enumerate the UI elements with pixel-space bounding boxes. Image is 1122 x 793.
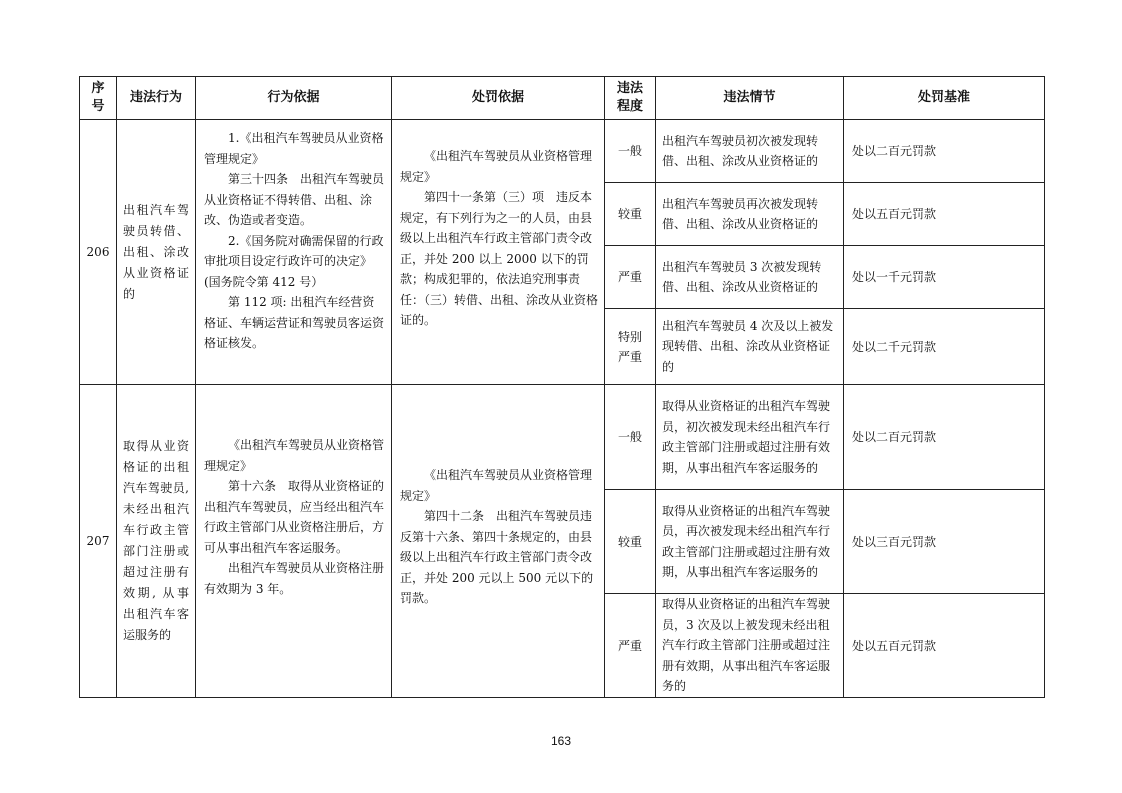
standard-cell: 处以二百元罚款 — [844, 385, 1045, 490]
row-act: 出租汽车驾驶员转借、出租、涂改从业资格证的 — [117, 120, 196, 385]
degree-cell: 一般 — [605, 120, 656, 183]
circumstance-cell: 取得从业资格证的出租汽车驾驶员，再次被发现未经出租汽车行政主管部门注册或超过注册有效期，从事出租汽车客运服务的 — [656, 490, 844, 594]
header-standard: 处罚基准 — [844, 77, 1045, 120]
basis-paragraph: 第十六条 取得从业资格证的出租汽车驾驶员，应当经出租汽车行政主管部门从业资格注册后，方可从事出租汽车客运服务。 — [204, 479, 385, 555]
standard-cell: 处以二千元罚款 — [844, 309, 1045, 385]
penalty-basis-paragraph: 第四十一条第（三）项 违反本规定，有下列行为之一的人员，由县级以上出租汽车行政主管部门责令改正，并处 200 以上 2000 以下的罚款；构成犯罪的，依法追究刑事责任：（三）转借、出租、涂改从业资格证的。 — [400, 190, 599, 327]
degree-cell: 较重 — [605, 490, 656, 594]
basis-paragraph: 《出租汽车驾驶员从业资格管理规定》 — [204, 438, 385, 473]
penalty-basis-paragraph: 《出租汽车驾驶员从业资格管理规定》 — [400, 149, 593, 184]
standard-cell: 处以五百元罚款 — [844, 594, 1045, 698]
table-row — [80, 120, 1045, 183]
degree-cell: 严重 — [605, 594, 656, 698]
penalty-standard-table — [79, 76, 1045, 698]
basis-paragraph: 出租汽车驾驶员从业资格注册有效期为 3 年。 — [204, 561, 385, 596]
table-row — [80, 385, 1045, 490]
header-circumstance: 违法情节 — [656, 77, 844, 120]
header-seq-text: 序 号 — [91, 81, 105, 114]
basis-paragraph: 第三十四条 出租汽车驾驶员从业资格证不得转借、出租、涂改、伪造或者变造。 — [204, 172, 385, 227]
row-act: 取得从业资格证的出租汽车驾驶员,未经出租汽车行政主管部门注册或超过注册有效期, 从事出租汽车客运服务的 — [117, 385, 196, 698]
basis-paragraph: 1.《出租汽车驾驶员从业资格管理规定》 — [204, 131, 384, 166]
row-seq: 206 — [80, 120, 117, 385]
standard-cell: 处以一千元罚款 — [844, 246, 1045, 309]
page-number: 163 — [550, 734, 572, 748]
header-penalty-basis: 处罚依据 — [392, 77, 605, 120]
row-basis — [196, 385, 392, 698]
standard-cell: 处以二百元罚款 — [844, 120, 1045, 183]
circumstance-cell: 出租汽车驾驶员 4 次及以上被发现转借、出租、涂改从业资格证的 — [656, 309, 844, 385]
header-degree-text: 违法 程度 — [616, 81, 643, 114]
row-penalty-basis — [392, 120, 605, 385]
header-seq — [80, 77, 117, 120]
basis-paragraph: 第 112 项: 出租汽车经营资格证、车辆运营证和驾驶员客运资格证核发。 — [204, 295, 385, 350]
penalty-basis-paragraph: 《出租汽车驾驶员从业资格管理规定》 — [400, 468, 593, 503]
standard-cell: 处以三百元罚款 — [844, 490, 1045, 594]
circumstance-cell: 取得从业资格证的出租汽车驾驶员，3 次及以上被发现未经出租汽车行政主管部门注册或超过注册有效期，从事出租汽车客运服务的 — [656, 594, 844, 698]
degree-text: 特别严重 — [618, 329, 643, 364]
table-header-row — [80, 77, 1045, 120]
standard-cell: 处以五百元罚款 — [844, 183, 1045, 246]
degree-cell: 较重 — [605, 183, 656, 246]
header-degree — [605, 77, 656, 120]
circumstance-cell: 出租汽车驾驶员再次被发现转借、出租、涂改从业资格证的 — [656, 183, 844, 246]
degree-cell: 一般 — [605, 385, 656, 490]
circumstance-cell: 出租汽车驾驶员初次被发现转借、出租、涂改从业资格证的 — [656, 120, 844, 183]
row-seq: 207 — [80, 385, 117, 698]
penalty-basis-paragraph: 第四十二条 出租汽车驾驶员违反第十六条、第四十条规定的，由县级以上出租汽车行政主管部门责令改正，并处 200 元以上 500 元以下的罚款。 — [400, 509, 594, 605]
circumstance-cell: 取得从业资格证的出租汽车驾驶员，初次被发现未经出租汽车行政主管部门注册或超过注册有效期，从事出租汽车客运服务的 — [656, 385, 844, 490]
basis-paragraph: 2.《国务院对确需保留的行政审批项目设定行政许可的决定》(国务院令第 412 号） — [204, 233, 384, 289]
degree-cell: 严重 — [605, 246, 656, 309]
header-basis: 行为依据 — [196, 77, 392, 120]
row-penalty-basis — [392, 385, 605, 698]
header-act: 违法行为 — [117, 77, 196, 120]
degree-cell — [605, 309, 656, 385]
circumstance-cell: 出租汽车驾驶员 3 次被发现转借、出租、涂改从业资格证的 — [656, 246, 844, 309]
row-basis — [196, 120, 392, 385]
